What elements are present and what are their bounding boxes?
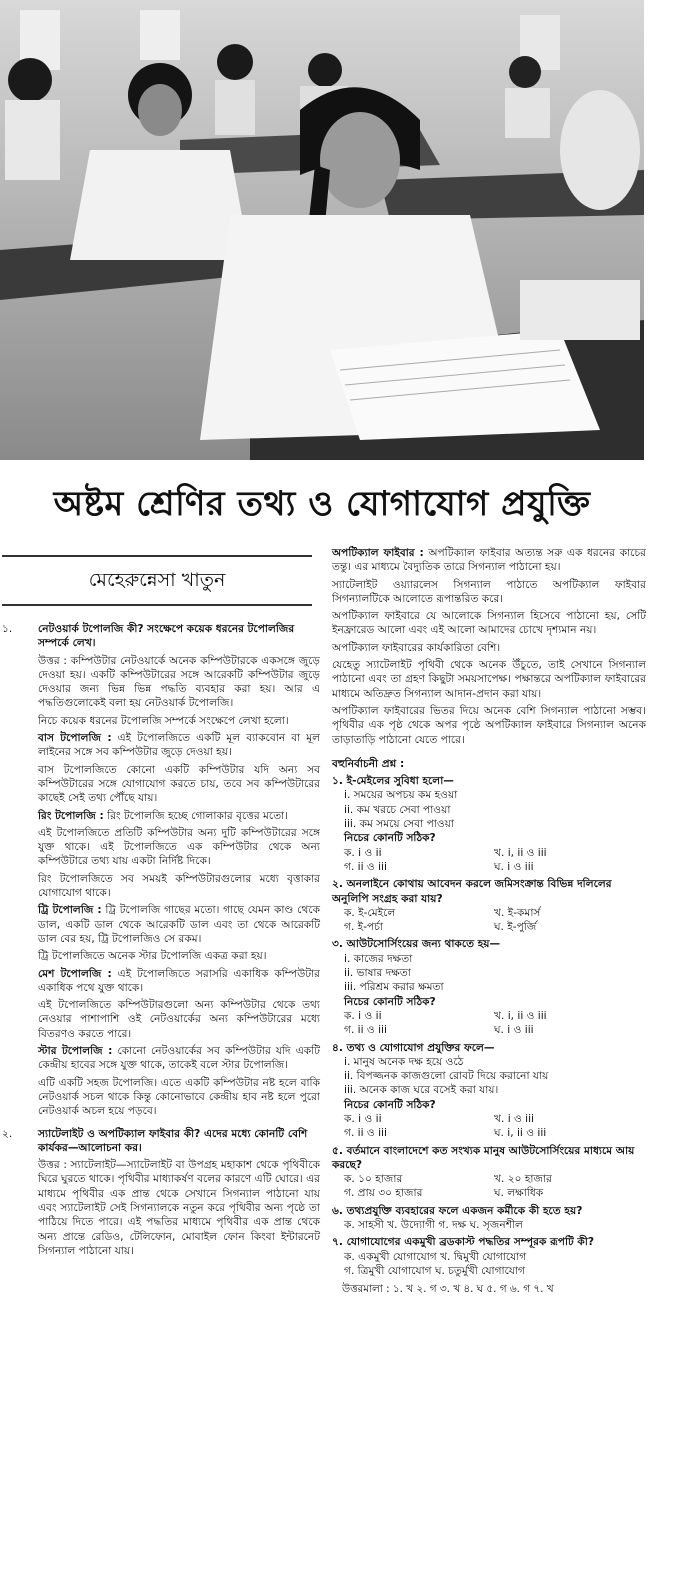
- answer-paragraph: অপটিক্যাল ফাইবারের ভিতর দিয়ে অনেক বেশি সিগন্যাল পাঠানো সম্ভব। পৃথিবীর এক পৃষ্ঠ থেকে অপর পৃষ্ঠে অপটিক্যাল ফাইবারে সিগন্যাল অনেক তাড়াতাড়ি পাঠানো যেতে পারে।: [332, 704, 646, 746]
- mcq-option-row: [332, 1186, 646, 1200]
- question-number: ১.: [2, 623, 13, 635]
- right-column: [332, 546, 646, 1297]
- mcq-prompt: নিচের কোনটি সঠিক?: [344, 1098, 436, 1111]
- mcq-statement: ii. ভাষার দক্ষতা: [344, 967, 411, 980]
- mcq-option: গ. ii ও iii: [344, 1024, 387, 1037]
- mcq-option-row: [332, 920, 646, 934]
- answer-paragraph: ট্রি টপোলজিতে অনেক স্টার টপোলজি একত্র করা হয়।: [38, 950, 267, 963]
- long-question: [2, 1127, 320, 1259]
- paragraph-lead: মেশ টপোলজি :: [38, 967, 112, 980]
- answer-paragraph: যেহেতু স্যাটেলাইট পৃথিবী থেকে অনেক উঁচুতে, তাই সেখানে সিগন্যাল পাঠানো এবং তা গ্রহণ কিছুটা সময়সাপেক্ষ। পক্ষান্তরে অপটিক্যাল ফাইবারের মাধ্যমে অতিদ্রুত সিগন্যাল আদান-প্রদান করা যায়।: [332, 659, 646, 700]
- byline-rule-bottom: [2, 604, 312, 606]
- mcq-prompt: নিচের কোনটি সঠিক?: [344, 832, 436, 845]
- mcq-statement: ii. কম খরচে সেবা পাওয়া: [344, 803, 451, 816]
- mcq-option: গ. ii ও iii: [344, 860, 387, 873]
- mcq-option: খ. ই-কমার্স: [494, 906, 541, 919]
- answer-paragraph: এটি একটি সহজ টপোলজি। এতে একটি কম্পিউটার নষ্ট হলে বাকি নেটওয়ার্ক সচল থাকে কিন্তু কোনোভাবে কেন্দ্রীয় হাব নষ্ট হলে পুরো নেটওয়ার্ক অচল হয়ে পড়বে।: [38, 1076, 320, 1118]
- mcq-item: [332, 937, 646, 1037]
- mcq-option-row: [332, 906, 646, 920]
- answer-paragraph: অপটিক্যাল ফাইবারের কার্যকারিতা বেশি।: [332, 641, 501, 654]
- mcq-option: ঘ. ই-পুর্জি: [494, 921, 537, 934]
- paragraph-lead: ট্রি টপোলজি :: [38, 904, 102, 917]
- mcq-question: ১. ই-মেইলের সুবিধা হলো—: [332, 775, 454, 788]
- answer-paragraph: মেশ টপোলজি : এই টপোলজিতে সরাসরি একাধিক কম্পিউটার একাধিক পথে যুক্ত থাকে।: [38, 967, 320, 994]
- mcq-prompt: নিচের কোনটি সঠিক?: [344, 995, 436, 1008]
- mcq-option: গ. ই-পর্চা: [344, 921, 383, 934]
- mcq-option: ক. ১০ হাজার: [344, 1173, 403, 1186]
- mcq-option: গ. প্রায় ৩০ হাজার: [344, 1187, 423, 1200]
- mcq-option-row: [332, 1126, 646, 1140]
- mcq-statement: iii. কম সময়ে সেবা পাওয়া: [344, 818, 454, 831]
- left-column: [2, 622, 320, 1266]
- paragraph-lead: বাস টপোলজি :: [38, 732, 112, 745]
- mcq-option: গ. ii ও iii: [344, 1127, 387, 1140]
- mcq-option-row: [332, 1009, 646, 1023]
- mcq-statement: iii. অনেক কাজ ঘরে বসেই করা যায়।: [344, 1084, 499, 1097]
- mcq-option: ঘ. i, ii ও iii: [494, 1127, 547, 1140]
- mcq-item: [332, 1041, 646, 1141]
- mcq-item: [332, 1235, 646, 1278]
- answer-paragraph: এই টপোলজিতে কম্পিউটারগুলো অন্য কম্পিউটার থেকে তথ্য নেওয়ার পাশাপাশি ওই নেটওয়ার্কের অন্য কম্পিউটারের মধ্যে বিতরণও করতে পারে।: [38, 999, 320, 1040]
- long-question: [2, 622, 320, 1119]
- answer-paragraph: অপটিক্যাল ফাইবারে যে আলোকে সিগন্যাল হিসেবে পাঠানো হয়, সেটি ইনফ্রারেড আলো এবং এই আলো আমাদের চোখে দৃশ্যমান নয়।: [332, 610, 646, 637]
- mcq-option: ঘ. i ও iii: [494, 860, 534, 873]
- byline-rule-top: [2, 555, 312, 557]
- mcq-option-row: [332, 1218, 646, 1232]
- answer-paragraph: উত্তর : কম্পিউটার নেটওয়ার্কে অনেক কম্পিউটারকে একসঙ্গে জুড়ে দেওয়া হয়। একটি কম্পিউটারের সঙ্গে আরেকটি কম্পিউটার জুড়ে দেওয়ার জন্য ভিন্ন ভিন্ন পদ্ধতি ব্যবহার করা হয়। আর এ পদ্ধতিগুলোকেই বলা হয় নেটওয়ার্ক টপোলজি।: [38, 654, 320, 710]
- answer-paragraph: স্টার টপোলজি : কোনো নেটওয়ার্কের সব কম্পিউটার যদি একটি কেন্দ্রীয় হাবের সঙ্গে যুক্ত থাকে, তাকেই বলে স্টার টপোলজি।: [38, 1045, 320, 1072]
- mcq-statement: i. কাজের দক্ষতা: [344, 952, 413, 965]
- mcq-option: ঘ. i ও iii: [494, 1024, 534, 1037]
- article-headline: অষ্টম শ্রেণির তথ্য ও যোগাযোগ প্রযুক্তি: [53, 484, 591, 524]
- mcq-option-row: [332, 1264, 646, 1278]
- mcq-option: ক. সাহসী খ. উদ্যোগী গ. দক্ষ ঘ. সৃজনশীল: [344, 1219, 523, 1232]
- question-number: ২.: [2, 1127, 13, 1140]
- mcq-section-title: বহুনির্বাচনী প্রশ্ন :: [332, 757, 405, 770]
- answer-paragraph: অপটিক্যাল ফাইবার : অপটিক্যাল ফাইবার অত্যন্ত সরু এক ধরনের কাচের তন্তু। এর মাধ্যমে বৈদ্যুতিক তারে সিগন্যাল পাঠানো হয়।: [332, 547, 646, 574]
- mcq-option: খ. i, ii ও iii: [494, 846, 547, 859]
- paragraph-lead: স্টার টপোলজি :: [38, 1045, 113, 1058]
- mcq-item: [332, 774, 646, 874]
- answer-paragraph: এই টপোলজিতে প্রতিটি কম্পিউটার অন্য দুটি কম্পিউটারের সঙ্গে যুক্ত থাকে। এই টপোলজিতে এক কম্পিউটার থেকে অন্য কম্পিউটারে তথ্য যায় একটা নির্দিষ্ট দিকে।: [38, 826, 320, 868]
- mcq-statement: i. মানুষ অনেক দক্ষ হয়ে ওঠে: [344, 1055, 464, 1068]
- mcq-option: খ. i ও iii: [494, 1112, 534, 1125]
- answer-paragraph: উত্তর : স্যাটেলাইট—স্যাটেলাইট বা উপগ্রহ মহাকাশ থেকে পৃথিবীকে ঘিরে ঘুরতে থাকে। পৃথিবীর মাধ্যাকর্ষণ বলের কারণে এটি ঘোরে। এর মাধ্যমে পৃথিবীর এক প্রান্ত থেকে সেখানে সিগন্যাল পাঠানো যায় এবং স্যাটেলাইট সেই সিগন্যালকে নতুন করে পৃথিবীর অন্য পৃষ্ঠে তা পাঠিয়ে দিতে পারে। এই পদ্ধতির মাধ্যমে পৃথিবীর এক প্রান্ত থেকে অন্য প্রান্তে রেডিও, টেলিফোন, মোবাইল ফোন কিংবা ইন্টারনেট সিগন্যাল পাঠানো যায়।: [38, 1159, 320, 1257]
- mcq-option: ক. i ও ii: [344, 846, 382, 859]
- mcq-option-row: [332, 846, 646, 860]
- author-byline: মেহেরুন্নেসা খাতুন: [88, 569, 226, 591]
- answer-paragraph: ট্রি টপোলজি : ট্রি টপোলজি গাছের মতো। গাছে যেমন কাণ্ড থেকে ডাল, একটি ডাল থেকে আরেকটি ডাল এবং তা থেকে আরেকটি ডাল বের হয়, ট্রি টপোলজিও সে রকম।: [38, 904, 320, 945]
- mcq-option-row: [332, 1023, 646, 1037]
- mcq-option: ক. একমুখী যোগাযোগ খ. দ্বিমুখী যোগাযোগ: [344, 1250, 527, 1263]
- mcq-option: ঘ. লক্ষাধিক: [494, 1187, 544, 1200]
- answer-paragraph: বাস টপোলজি : এই টপোলজিতে একটি মূল ব্যাকবোন বা মূল লাইনের সঙ্গে সব কম্পিউটার জুড়ে দেওয়া হয়।: [38, 732, 320, 759]
- answer-key: উত্তরমালা : ১. খ ২. গ ৩. খ ৪. ঘ ৫. গ ৬. গ ৭. খ: [342, 1283, 554, 1296]
- mcq-option-row: [332, 860, 646, 874]
- mcq-statement: i. সময়ের অপচয় কম হওয়া: [344, 789, 458, 802]
- mcq-item: [332, 1144, 646, 1201]
- mcq-question: ২. অনলাইনে কোথায় আবেদন করলে জমিসংক্রান্ত বিভিন্ন দলিলের অনুলিপি সংগ্রহ করা যায়?: [332, 878, 612, 905]
- mcq-question: ৬. তথ্যপ্রযুক্তি ব্যবহারের ফলে একজন কর্মীকে কী হতে হয়?: [332, 1204, 583, 1217]
- classroom-exam-photo: [0, 0, 644, 460]
- mcq-option: খ. ২০ হাজার: [494, 1173, 552, 1186]
- mcq-question: ৩. আউটসোর্সিংয়ের জন্য থাকতে হয়—: [332, 938, 501, 951]
- answer-paragraph: রিং টপোলজি : রিং টপোলজি হচ্ছে গোলাকার বৃত্তের মতো।: [38, 809, 288, 822]
- mcq-question: ৫. বর্তমানে বাংলাদেশে কত সংখ্যক মানুষ আউটসোর্সিংয়ের মাধ্যমে আয় করছে?: [332, 1144, 635, 1171]
- mcq-option-row: [332, 1172, 646, 1186]
- paragraph-lead: অপটিক্যাল ফাইবার :: [332, 547, 424, 559]
- mcq-item: [332, 1204, 646, 1233]
- mcq-statement: iii. পরিশ্রম করার ক্ষমতা: [344, 981, 444, 994]
- mcq-option: খ. i, ii ও iii: [494, 1009, 547, 1022]
- answer-paragraph: বাস টপোলজিতে কোনো একটি কম্পিউটার যদি অন্য সব কম্পিউটারের সঙ্গে যোগাযোগ করতে চায়, তবে সব কম্পিউটারের কাছেই সেই তথ্য পৌঁছে যায়।: [38, 763, 320, 805]
- article-photo: [0, 0, 644, 460]
- mcq-question: ৭. যোগাযোগের একমুখী ব্রডকাস্ট পদ্ধতির সম্পূরক রূপটি কী?: [332, 1236, 595, 1249]
- mcq-option-row: [332, 1250, 646, 1264]
- question-heading: স্যাটেলাইট ও অপটিক্যাল ফাইবার কী? এদের মধ্যে কোনটি বেশি কার্যকর—আলোচনা কর।: [38, 1127, 308, 1154]
- question-heading: নেটওয়ার্ক টপোলজি কী? সংক্ষেপে কয়েক ধরনের টপোলজির সম্পর্কে লেখ।: [38, 623, 295, 650]
- mcq-option: ক. i ও ii: [344, 1112, 382, 1125]
- mcq-option: ক. ই-মেইলে: [344, 906, 396, 919]
- mcq-statement: ii. বিপজ্জনক কাজগুলো রোবট দিয়ে করানো যায়: [344, 1070, 549, 1083]
- answer-paragraph: স্যাটেলাইট ওয়্যারলেস সিগন্যাল পাঠাতে অপটিক্যাল ফাইবার সিগন্যালটিকে আলোতে রূপান্তরিত করে।: [332, 578, 646, 605]
- mcq-option-row: [332, 1112, 646, 1126]
- paragraph-lead: রিং টপোলজি :: [38, 809, 104, 822]
- mcq-option: গ. ত্রিমুখী যোগাযোগ ঘ. চতুর্মুখী যোগাযোগ: [344, 1264, 526, 1277]
- mcq-option: ক. i ও ii: [344, 1009, 382, 1022]
- mcq-item: [332, 877, 646, 934]
- answer-paragraph: নিচে কয়েক ধরনের টপোলজি সম্পর্কে সংক্ষেপে লেখা হলো।: [38, 714, 289, 727]
- mcq-question: ৪. তথ্য ও যোগাযোগ প্রযুক্তির ফলে—: [332, 1041, 495, 1054]
- answer-paragraph: রিং টপোলজিতে সব সময়ই কম্পিউটারগুলোর মধ্যে বৃত্তাকার যোগাযোগ থাকে।: [38, 872, 320, 900]
